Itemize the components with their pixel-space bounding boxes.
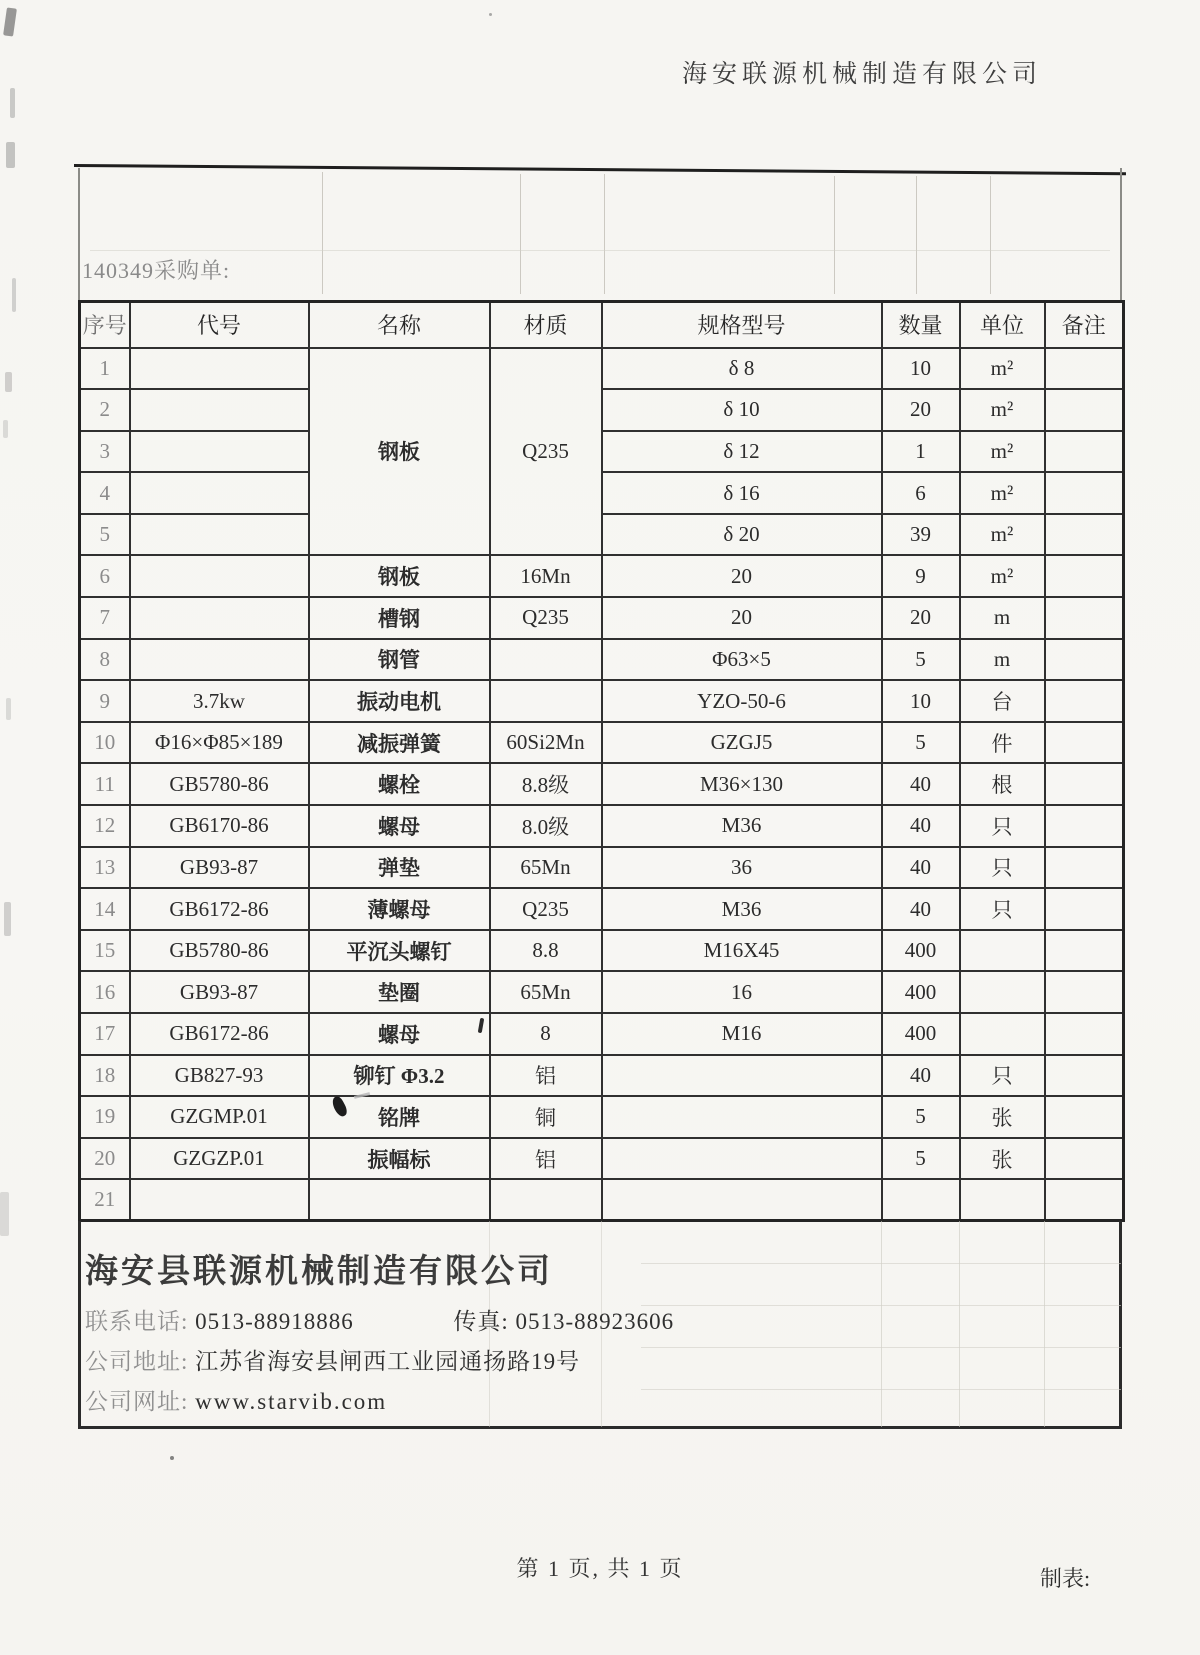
table-row xyxy=(80,971,1124,1013)
scan-smudge xyxy=(3,7,17,36)
table-row xyxy=(80,639,1124,681)
ghost-gridline xyxy=(1044,1221,1045,1427)
fax-value: 0513-88923606 xyxy=(515,1309,675,1334)
table-row xyxy=(80,555,1124,597)
col-header-qty: 数量 xyxy=(882,302,960,348)
cell-note xyxy=(1045,1138,1124,1180)
cell-material xyxy=(490,639,602,681)
cell-material: 8 xyxy=(490,1013,602,1055)
cell-material: 8.8级 xyxy=(490,763,602,805)
cell-code: 3.7kw xyxy=(130,680,309,722)
cell-unit: 只 xyxy=(960,805,1045,847)
cell-qty: 40 xyxy=(882,763,960,805)
cell-code xyxy=(130,431,309,473)
cell-material: 16Mn xyxy=(490,555,602,597)
website-label: 公司网址: xyxy=(85,1389,189,1414)
ghost-gridline xyxy=(916,176,917,294)
cell-unit xyxy=(960,1013,1045,1055)
cell-unit: 只 xyxy=(960,847,1045,889)
cell-note xyxy=(1045,555,1124,597)
cell-no: 21 xyxy=(80,1179,130,1221)
cell-code xyxy=(130,639,309,681)
cell-code: GZGMP.01 xyxy=(130,1096,309,1138)
cell-no: 13 xyxy=(80,847,130,889)
cell-spec xyxy=(602,1138,882,1180)
cell-unit xyxy=(960,971,1045,1013)
cell-note xyxy=(1045,639,1124,681)
cell-note xyxy=(1045,930,1124,972)
cell-unit: m² xyxy=(960,472,1045,514)
cell-note xyxy=(1045,763,1124,805)
cell-qty: 40 xyxy=(882,888,960,930)
cell-unit: 只 xyxy=(960,888,1045,930)
ghost-gridline xyxy=(641,1305,1121,1306)
cell-no: 17 xyxy=(80,1013,130,1055)
cell-spec: 20 xyxy=(602,597,882,639)
cell-qty: 400 xyxy=(882,930,960,972)
col-header-note: 备注 xyxy=(1045,302,1124,348)
phone-value: 0513-88918886 xyxy=(195,1309,354,1334)
cell-name: 钢板 xyxy=(309,348,490,556)
cell-name: 弹垫 xyxy=(309,847,490,889)
ghost-gridline xyxy=(90,250,1110,251)
table-row xyxy=(80,763,1124,805)
cell-code: GB6170-86 xyxy=(130,805,309,847)
ghost-gridline xyxy=(604,174,605,294)
cell-material: 8.8 xyxy=(490,930,602,972)
cell-spec: M36 xyxy=(602,805,882,847)
cell-unit: 根 xyxy=(960,763,1045,805)
cell-qty: 20 xyxy=(882,597,960,639)
scan-smudge xyxy=(12,278,16,312)
cell-no: 19 xyxy=(80,1096,130,1138)
cell-no: 15 xyxy=(80,930,130,972)
cell-code: GB93-87 xyxy=(130,847,309,889)
cell-unit: m² xyxy=(960,389,1045,431)
letterhead-company-name: 海安联源机械制造有限公司 xyxy=(681,61,1042,88)
cell-unit: 张 xyxy=(960,1138,1045,1180)
cell-unit: m xyxy=(960,597,1045,639)
cell-qty: 10 xyxy=(882,680,960,722)
cell-code: GB827-93 xyxy=(130,1055,309,1097)
scan-smudge xyxy=(6,698,11,720)
cell-no: 6 xyxy=(80,555,130,597)
cell-code xyxy=(130,514,309,556)
cell-qty: 40 xyxy=(882,1055,960,1097)
col-header-spec: 规格型号 xyxy=(602,302,882,348)
cell-name xyxy=(309,1179,490,1221)
table-row xyxy=(80,722,1124,764)
cell-no: 16 xyxy=(80,971,130,1013)
table-row xyxy=(80,847,1124,889)
cell-material: 60Si2Mn xyxy=(490,722,602,764)
cell-no: 4 xyxy=(80,472,130,514)
table-row xyxy=(80,1179,1124,1221)
cell-name: 平沉头螺钉 xyxy=(309,930,490,972)
table-row xyxy=(80,597,1124,639)
cell-spec: δ 8 xyxy=(602,348,882,390)
cell-note xyxy=(1045,472,1124,514)
prepared-by-label: 制表: xyxy=(1040,1566,1091,1591)
phone-label: 联系电话: xyxy=(85,1309,189,1334)
cell-material xyxy=(490,1179,602,1221)
cell-no: 12 xyxy=(80,805,130,847)
cell-name: 减振弹簧 xyxy=(309,722,490,764)
cell-spec: δ 20 xyxy=(602,514,882,556)
ghost-gridline xyxy=(520,174,521,294)
table-header-row xyxy=(80,302,1124,348)
scan-smudge xyxy=(3,420,8,438)
cell-code: GB5780-86 xyxy=(130,763,309,805)
cell-spec: δ 10 xyxy=(602,389,882,431)
cell-unit: 只 xyxy=(960,1055,1045,1097)
cell-qty: 5 xyxy=(882,722,960,764)
cell-code: GZGZP.01 xyxy=(130,1138,309,1180)
cell-note xyxy=(1045,971,1124,1013)
table-row xyxy=(80,348,1124,390)
footer-phone-line xyxy=(85,1303,674,1336)
cell-spec: δ 12 xyxy=(602,431,882,473)
cell-material: 铜 xyxy=(490,1096,602,1138)
cell-code xyxy=(130,472,309,514)
cell-material: Q235 xyxy=(490,888,602,930)
cell-unit: 台 xyxy=(960,680,1045,722)
cell-no: 3 xyxy=(80,431,130,473)
cell-note xyxy=(1045,1055,1124,1097)
cell-name: 振动电机 xyxy=(309,680,490,722)
ghost-gridline xyxy=(990,176,991,294)
cell-name: 垫圈 xyxy=(309,971,490,1013)
ghost-gridline xyxy=(834,176,835,294)
cell-unit: 件 xyxy=(960,722,1045,764)
cell-code xyxy=(130,597,309,639)
page-indicator: 第 1 页, 共 1 页 xyxy=(516,1556,684,1581)
cell-note xyxy=(1045,680,1124,722)
table-row xyxy=(80,472,1124,514)
scan-speck xyxy=(489,13,492,16)
table-row xyxy=(80,389,1124,431)
cell-name: 振幅标 xyxy=(309,1138,490,1180)
cell-note xyxy=(1045,847,1124,889)
cell-name: 槽钢 xyxy=(309,597,490,639)
cell-no: 11 xyxy=(80,763,130,805)
table-row xyxy=(80,888,1124,930)
cell-no: 10 xyxy=(80,722,130,764)
cell-material: Q235 xyxy=(490,597,602,639)
table-row xyxy=(80,1013,1124,1055)
cell-spec: M36×130 xyxy=(602,763,882,805)
scan-smudge xyxy=(0,1192,9,1236)
col-header-code: 代号 xyxy=(130,302,309,348)
cell-code xyxy=(130,389,309,431)
cell-unit: 张 xyxy=(960,1096,1045,1138)
col-header-no: 序号 xyxy=(80,302,130,348)
table-row xyxy=(80,1055,1124,1097)
cell-qty: 5 xyxy=(882,1096,960,1138)
cell-no: 2 xyxy=(80,389,130,431)
cell-qty: 40 xyxy=(882,847,960,889)
cell-name: 螺母 xyxy=(309,805,490,847)
table-row xyxy=(80,514,1124,556)
cell-qty: 10 xyxy=(882,348,960,390)
cell-no: 18 xyxy=(80,1055,130,1097)
cell-note xyxy=(1045,389,1124,431)
cell-code xyxy=(130,555,309,597)
cell-spec xyxy=(602,1096,882,1138)
purchase-table xyxy=(78,300,1125,1222)
cell-no: 9 xyxy=(80,680,130,722)
cell-name: 钢管 xyxy=(309,639,490,681)
cell-no: 8 xyxy=(80,639,130,681)
cell-material: 8.0级 xyxy=(490,805,602,847)
purchase-table-body xyxy=(80,348,1124,1221)
cell-qty: 39 xyxy=(882,514,960,556)
cell-spec: 16 xyxy=(602,971,882,1013)
cell-note xyxy=(1045,348,1124,390)
cell-qty: 5 xyxy=(882,639,960,681)
cell-name: 薄螺母 xyxy=(309,888,490,930)
cell-material: 65Mn xyxy=(490,971,602,1013)
cell-name: 钢板 xyxy=(309,555,490,597)
ghost-gridline xyxy=(881,1221,882,1427)
website-value: www.starvib.com xyxy=(195,1389,388,1414)
cell-unit xyxy=(960,930,1045,972)
cell-spec xyxy=(602,1055,882,1097)
cell-code xyxy=(130,348,309,390)
table-row xyxy=(80,805,1124,847)
cell-unit: m² xyxy=(960,514,1045,556)
ghost-gridline xyxy=(641,1389,1121,1390)
cell-spec: M16 xyxy=(602,1013,882,1055)
cell-code xyxy=(130,1179,309,1221)
cell-no: 1 xyxy=(80,348,130,390)
cell-no: 14 xyxy=(80,888,130,930)
cell-note xyxy=(1045,888,1124,930)
cell-qty: 5 xyxy=(882,1138,960,1180)
footer-company-name: 海安县联源机械制造有限公司 xyxy=(85,1252,553,1289)
cell-spec: 20 xyxy=(602,555,882,597)
cell-spec: M16X45 xyxy=(602,930,882,972)
cell-spec: Φ63×5 xyxy=(602,639,882,681)
cell-spec: M36 xyxy=(602,888,882,930)
footer-website-line xyxy=(85,1383,387,1416)
cell-name: 螺母 xyxy=(309,1013,490,1055)
cell-name: 螺栓 xyxy=(309,763,490,805)
cell-unit xyxy=(960,1179,1045,1221)
cell-note xyxy=(1045,805,1124,847)
cell-unit: m² xyxy=(960,348,1045,390)
cell-qty: 1 xyxy=(882,431,960,473)
cell-no: 5 xyxy=(80,514,130,556)
fax-label: 传真: xyxy=(453,1309,509,1334)
footer-address-line xyxy=(85,1343,580,1376)
ghost-gridline xyxy=(641,1263,1121,1264)
cell-qty: 40 xyxy=(882,805,960,847)
scan-smudge xyxy=(6,142,15,168)
cell-note xyxy=(1045,1179,1124,1221)
scan-smudge xyxy=(5,372,12,392)
cell-note xyxy=(1045,431,1124,473)
scan-speck xyxy=(170,1456,174,1460)
scan-smudge xyxy=(10,88,15,118)
cell-note xyxy=(1045,514,1124,556)
cell-code: Φ16×Φ85×189 xyxy=(130,722,309,764)
cell-spec: δ 16 xyxy=(602,472,882,514)
cell-material: Q235 xyxy=(490,348,602,556)
cell-code: GB93-87 xyxy=(130,971,309,1013)
cell-note xyxy=(1045,722,1124,764)
top-empty-grid xyxy=(78,168,1122,300)
address-label: 公司地址: xyxy=(85,1349,189,1374)
cell-name: 铆钉 Φ3.2 xyxy=(309,1055,490,1097)
ghost-gridline xyxy=(641,1347,1121,1348)
cell-qty: 400 xyxy=(882,1013,960,1055)
cell-qty: 6 xyxy=(882,472,960,514)
table-row xyxy=(80,680,1124,722)
ghost-gridline xyxy=(959,1221,960,1427)
cell-spec xyxy=(602,1179,882,1221)
cell-material: 65Mn xyxy=(490,847,602,889)
cell-note xyxy=(1045,1096,1124,1138)
cell-unit: m² xyxy=(960,431,1045,473)
cell-name: 铭牌 xyxy=(309,1096,490,1138)
cell-note xyxy=(1045,1013,1124,1055)
cell-note xyxy=(1045,597,1124,639)
cell-qty xyxy=(882,1179,960,1221)
cell-spec: YZO-50-6 xyxy=(602,680,882,722)
cell-unit: m xyxy=(960,639,1045,681)
col-header-name: 名称 xyxy=(309,302,490,348)
cell-unit: m² xyxy=(960,555,1045,597)
address-value: 江苏省海安县闸西工业园通扬路19号 xyxy=(195,1349,581,1374)
cell-qty: 20 xyxy=(882,389,960,431)
col-header-unit: 单位 xyxy=(960,302,1045,348)
company-info-box xyxy=(78,1221,1122,1429)
cell-spec: GZGJ5 xyxy=(602,722,882,764)
cell-code: GB5780-86 xyxy=(130,930,309,972)
table-row xyxy=(80,1138,1124,1180)
cell-no: 20 xyxy=(80,1138,130,1180)
table-row xyxy=(80,431,1124,473)
cell-code: GB6172-86 xyxy=(130,888,309,930)
cell-material: 铝 xyxy=(490,1055,602,1097)
cell-code: GB6172-86 xyxy=(130,1013,309,1055)
col-header-material: 材质 xyxy=(490,302,602,348)
table-row xyxy=(80,1096,1124,1138)
cell-qty: 400 xyxy=(882,971,960,1013)
cell-no: 7 xyxy=(80,597,130,639)
scan-smudge xyxy=(4,902,11,936)
cell-qty: 9 xyxy=(882,555,960,597)
table-row xyxy=(80,930,1124,972)
ghost-gridline xyxy=(322,172,323,294)
order-number-label: 140349采购单: xyxy=(82,258,231,283)
cell-material: 铝 xyxy=(490,1138,602,1180)
cell-material xyxy=(490,680,602,722)
cell-spec: 36 xyxy=(602,847,882,889)
